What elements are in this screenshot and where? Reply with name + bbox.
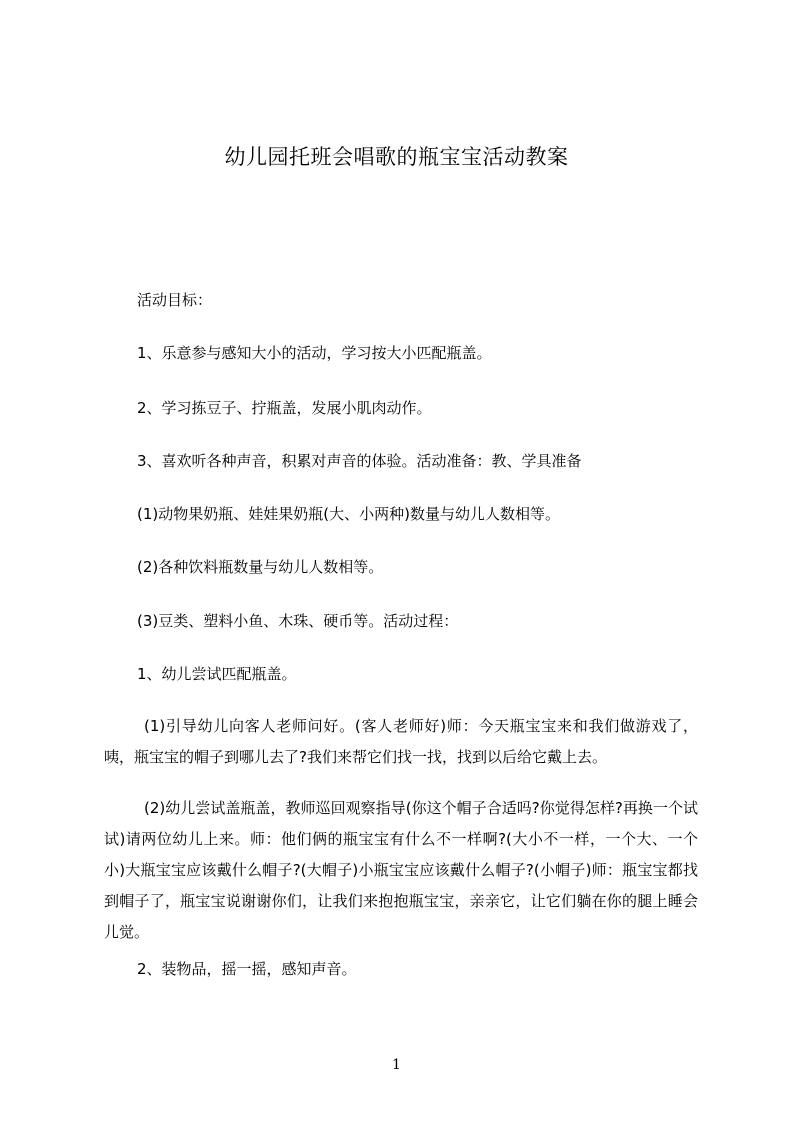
prep-item-3-and-process: (3)豆类、塑料小鱼、木珠、硬币等。活动过程： xyxy=(137,612,459,630)
objective-3-and-prep: 3、喜欢听各种声音，积累对声音的体验。活动准备：教、学具准备 xyxy=(137,452,582,470)
prep-item-1: (1)动物果奶瓶、娃娃果奶瓶(大、小两种)数量与幼儿人数相等。 xyxy=(137,505,560,523)
objective-1: 1、乐意参与感知大小的活动，学习按大小匹配瓶盖。 xyxy=(137,344,492,362)
objective-2: 2、学习拣豆子、拧瓶盖，发展小肌肉动作。 xyxy=(137,399,432,417)
process-paragraph-2: (2)幼儿尝试盖瓶盖，教师巡回观察指导(你这个帽子合适吗?你觉得怎样?再换一个试试)请两位幼儿上来。师：他们俩的瓶宝宝有什么不一样啊?(大小不一样，一个大、一个小)大瓶宝宝应该戴什么帽子?(大帽子)小瓶宝宝应该戴什么帽子?(小帽子)师：瓶宝宝都找到帽子了，瓶宝宝说谢谢你们，让我们来抱抱瓶宝宝，亲亲它，让它们躺在你的腿上睡会儿觉。 xyxy=(104,799,698,941)
prep-item-2: (2)各种饮料瓶数量与幼儿人数相等。 xyxy=(137,558,384,576)
page-number: 1 xyxy=(392,1057,401,1073)
process-paragraph-1: (1)引导幼儿向客人老师问好。(客人老师好)师：今天瓶宝宝来和我们做游戏了，咦，瓶宝宝的帽子到哪儿去了?我们来帮它们找一找，找到以后给它戴上去。 xyxy=(104,717,698,766)
process-step-1: 1、幼儿尝试匹配瓶盖。 xyxy=(137,665,297,683)
document-title: 幼儿园托班会唱歌的瓶宝宝活动教案 xyxy=(224,145,569,169)
process-step-2: 2、装物品，摇一摇，感知声音。 xyxy=(137,960,357,978)
section-heading-objectives: 活动目标： xyxy=(137,291,213,309)
